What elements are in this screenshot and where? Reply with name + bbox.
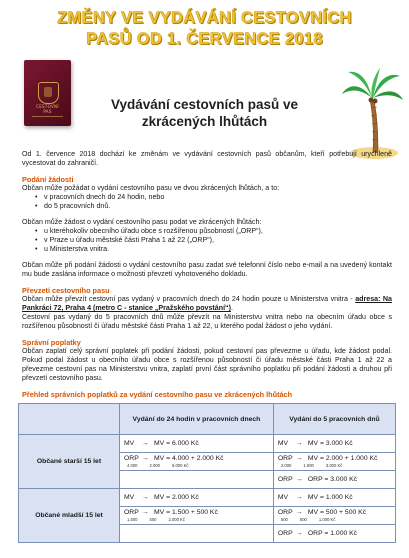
list-item: • do 5 pracovních dnů. bbox=[44, 202, 392, 211]
fee-cell bbox=[120, 471, 274, 489]
page-title bbox=[0, 8, 409, 50]
fee-cell bbox=[273, 489, 395, 507]
office-code: ORP bbox=[277, 529, 293, 537]
application-text-1: Občan může požádat o vydání cestovního pasu ve dvou zkrácených lhůtách, a to: bbox=[22, 184, 280, 192]
subtitle-line-2: zkrácených lhůtách bbox=[141, 114, 268, 129]
office-code: ORP bbox=[277, 455, 293, 462]
arrow-right-icon: → bbox=[295, 475, 303, 483]
table-row bbox=[19, 435, 396, 453]
document-body bbox=[22, 150, 392, 543]
fee-breakdown-value: 1.500 bbox=[127, 517, 138, 522]
fee-line bbox=[124, 509, 269, 517]
fee-breakdown-value: 2.000 bbox=[149, 463, 160, 468]
fee-line bbox=[278, 476, 391, 484]
title-line-2: PASŮ OD 1. ČERVENCE 2018 bbox=[86, 30, 323, 48]
fee-value: MV = 4.000 + 2.000 Kč bbox=[154, 455, 224, 462]
fee-breakdown-value: 2.000 bbox=[280, 463, 292, 468]
arrow-right-icon: → bbox=[295, 455, 303, 462]
fee-breakdown bbox=[278, 517, 391, 522]
fee-breakdown-value: 500 bbox=[299, 517, 307, 522]
fee-line bbox=[278, 455, 391, 463]
table-row bbox=[19, 489, 396, 507]
fee-line bbox=[124, 440, 269, 448]
fee-value: MV = 1.500 + 500 Kč bbox=[154, 509, 218, 516]
fee-table-title: Přehled správních poplatků za vydání cestovního pasu ve zkrácených lhůtách bbox=[22, 390, 293, 399]
fee-breakdown-value: 3.000 Kč bbox=[325, 463, 343, 468]
fee-cell bbox=[120, 435, 274, 453]
application-text-2: Občan může žádost o vydání cestovního pasu podat ve zkrácených lhůtách: bbox=[22, 218, 262, 226]
office-code: MV bbox=[124, 493, 135, 501]
column-header-5days: Vydání do 5 pracovních dnů bbox=[273, 404, 395, 435]
arrow-right-icon: → bbox=[142, 509, 149, 516]
fee-line bbox=[124, 455, 269, 463]
pickup-address: adresa: Na Pankráci 72, Praha 4 (metro C - stanice „Pražského povstání“) bbox=[22, 295, 392, 312]
fee-cell bbox=[120, 489, 274, 507]
intro-paragraph: Od 1. července 2018 dochází ke změnám ve vydávání cestovních pasů občanům, kteří potřebují urychleně vycestovat do zahraničí. bbox=[22, 150, 392, 167]
fee-breakdown bbox=[124, 463, 269, 468]
office-code: ORP bbox=[124, 509, 139, 516]
fee-breakdown bbox=[278, 463, 391, 468]
pickup-text-a: Občan může převzít cestovní pas vydaný v pracovních dnech do 24 hodin pouze u Ministerstva vnitra bbox=[22, 295, 348, 303]
column-header-24h: Vydání do 24 hodin v pracovních dnech bbox=[120, 404, 274, 435]
arrow-right-icon: → bbox=[295, 529, 303, 537]
passport-label-2: PAS bbox=[43, 109, 52, 114]
arrow-right-icon: → bbox=[295, 493, 303, 501]
fee-breakdown-value: 1.000 bbox=[303, 463, 314, 468]
office-code: ORP bbox=[277, 475, 293, 483]
fee-breakdown bbox=[124, 517, 269, 522]
fee-cell bbox=[120, 525, 274, 543]
fee-cell bbox=[120, 453, 274, 471]
fee-cell bbox=[273, 525, 395, 543]
fee-line bbox=[278, 494, 391, 502]
fee-value: ORP = 3.000 Kč bbox=[307, 475, 358, 483]
arrow-right-icon: → bbox=[142, 493, 149, 501]
table-header-row bbox=[19, 404, 396, 435]
office-code: MV bbox=[124, 439, 135, 447]
row-header: Občané mladší 15 let bbox=[19, 489, 120, 543]
fee-line bbox=[278, 530, 391, 538]
application-text-3: Občan může při podání žádosti o vydání cestovního pasu zadat své telefonní číslo nebo e-mail a na uvedený kontakt mu bude zaslána informace o možnosti převzetí vyhotoveného dokladu. bbox=[22, 261, 392, 278]
table-corner bbox=[19, 404, 120, 435]
arrow-right-icon: → bbox=[295, 509, 303, 516]
fee-cell bbox=[273, 471, 395, 489]
subtitle-line-1: Vydávání cestovních pasů ve bbox=[110, 97, 299, 112]
fees-text: Občan zaplatí celý správní poplatek při podání žádosti, pokud cestovní pas převezme u úřadu, kde žádost podal. Pokud podal žádost u obecního úřadu obce s rozšířenou působností či úřadu městské části Praha 1 až 22 a převezme cestovní pas na Ministerstvu vnitra, zaplatí první část správního poplatku při podání žádosti a druhou při převzetí cestovního pasu. bbox=[22, 347, 392, 382]
fee-value: MV = 1.000 Kč bbox=[307, 493, 353, 501]
arrow-right-icon: → bbox=[142, 455, 149, 462]
application-list-2 bbox=[22, 227, 392, 254]
pickup-period: . bbox=[230, 304, 233, 312]
fee-line bbox=[278, 440, 391, 448]
row-header: Občané starší 15 let bbox=[19, 435, 120, 489]
fee-value: MV = 6.000 Kč bbox=[154, 439, 199, 447]
heading-application: Podání žádosti bbox=[22, 175, 74, 184]
fee-breakdown-value: 500 bbox=[280, 517, 288, 522]
fee-breakdown-value: 2.000 Kč bbox=[168, 517, 186, 522]
list-item: • v Praze u úřadu městské části Praha 1 až 22 („ORP“), bbox=[44, 236, 392, 245]
list-item: • v pracovních dnech do 24 hodin, nebo bbox=[44, 193, 392, 202]
fee-table bbox=[18, 403, 396, 543]
fee-value: ORP = 1.000 Kč bbox=[307, 529, 358, 537]
fee-breakdown-value: 500 bbox=[149, 517, 157, 522]
pickup-text-2: Cestovní pas vydaný do 5 pracovních dnů může převzít na Ministerstvu vnitra nebo na obecním úřadu obce s rozšířenou působností či úřadu městské části Praha 1 až 22, u kterého podal žádost o jeho vydání. bbox=[22, 313, 392, 330]
fee-cell bbox=[273, 507, 395, 525]
arrow-right-icon: → bbox=[142, 439, 149, 447]
fee-line bbox=[278, 509, 391, 517]
office-code: ORP bbox=[277, 509, 293, 516]
pickup-text-1 bbox=[22, 295, 392, 313]
fee-breakdown-value: 6.000 Kč bbox=[171, 463, 189, 468]
office-code: MV bbox=[277, 439, 289, 447]
office-code: ORP bbox=[124, 455, 139, 462]
list-item: • u kteréhokoliv obecního úřadu obce s rozšířenou působností („ORP“), bbox=[44, 227, 392, 236]
fee-breakdown-value: 1.000 Kč bbox=[318, 517, 336, 522]
fee-cell bbox=[273, 453, 395, 471]
heading-pickup: Převzetí cestovního pasu bbox=[22, 286, 110, 295]
title-line-1: ZMĚNY VE VYDÁVÁNÍ CESTOVNÍCH bbox=[57, 9, 352, 27]
subtitle bbox=[0, 96, 409, 130]
fee-cell bbox=[120, 507, 274, 525]
fee-value: MV = 500 + 500 Kč bbox=[307, 509, 367, 516]
arrow-right-icon: → bbox=[295, 439, 303, 447]
fee-line bbox=[124, 494, 269, 502]
heading-fees: Správní poplatky bbox=[22, 338, 81, 347]
fee-value: MV = 2.000 Kč bbox=[154, 493, 199, 501]
list-item: • u Ministerstva vnitra. bbox=[44, 245, 392, 254]
passport-label-1: CESTOVNÍ bbox=[36, 104, 59, 109]
fee-breakdown-value: 4.000 bbox=[127, 463, 138, 468]
fee-value: MV = 3.000 Kč bbox=[307, 439, 353, 447]
pickup-dash: - bbox=[350, 295, 356, 303]
fee-value: MV = 2.000 + 1.000 Kč bbox=[307, 455, 378, 462]
office-code: MV bbox=[277, 493, 289, 501]
application-list-1 bbox=[22, 193, 392, 211]
fee-cell bbox=[273, 435, 395, 453]
